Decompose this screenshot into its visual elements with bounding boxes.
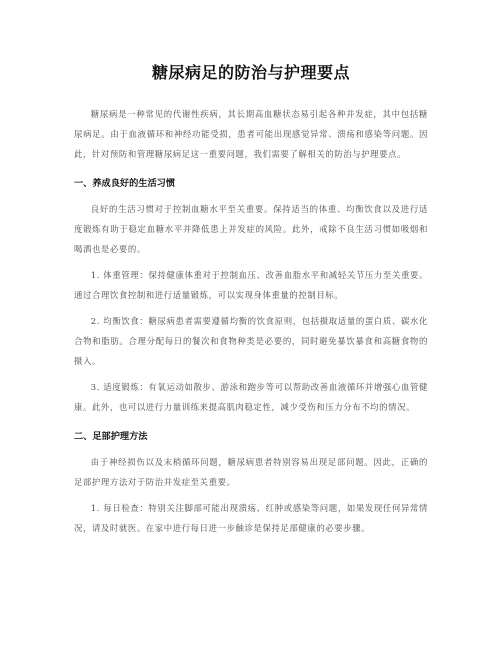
lifestyle-paragraph: 良好的生活习惯对于控制血糖水平至关重要。保持适当的体重、均衡饮食以及进行适度锻炼有助于稳定血糖水平并降低患上并发症的风险。此外，戒除不良生活习惯如吸烟和喝酒也是必要的。	[74, 204, 428, 254]
section-heading-lifestyle: 一、养成良好的生活习惯	[74, 178, 176, 189]
intro-paragraph: 糖尿病是一种常见的代谢性疾病，其长期高血糖状态易引起各种并发症，其中包括糖尿病足。由于血液循环和神经功能受损，患者可能出现感觉异常、溃疡和感染等问题。因此，针对预防和管理糖尿病足这一重要问题，我们需要了解相关的防治与护理要点。	[74, 109, 428, 159]
document-title: 糖尿病足的防治与护理要点	[151, 63, 350, 82]
section-heading-foot-care: 二、足部护理方法	[74, 431, 148, 442]
balanced-diet-paragraph: 2. 均衡饮食：糖尿病患者需要遵循均衡的饮食原则，包括摄取适量的蛋白质、碳水化合物和脂肪。合理分配每日的餐次和食物种类是必要的，同时避免暴饮暴食和高糖食物的摄入。	[74, 316, 428, 366]
weight-management-paragraph: 1. 体重管理：保持健康体重对于控制血压、改善血脂水平和减轻关节压力至关重要。通过合理饮食控制和进行适量锻炼，可以实现身体重量的控制目标。	[74, 270, 428, 300]
foot-care-paragraph: 由于神经损伤以及末梢循环问题，糖尿病患者特别容易出现足部问题。因此，正确的足部护理方法对于防治并发症至关重要。	[74, 457, 428, 487]
daily-check-paragraph: 1. 每日检查：特别关注脚部可能出现溃疡、红肿或感染等问题，如果发现任何异常情况，请及时就医。在家中进行每日进一步触诊是保持足部健康的必要步骤。	[74, 503, 428, 533]
exercise-paragraph: 3. 适度锻炼：有氧运动如散步、游泳和跑步等可以帮助改善血液循环并增强心血管健康。此外，也可以进行力量训练来提高肌肉稳定性，减少受伤和压力分布不均的情况。	[74, 382, 428, 412]
